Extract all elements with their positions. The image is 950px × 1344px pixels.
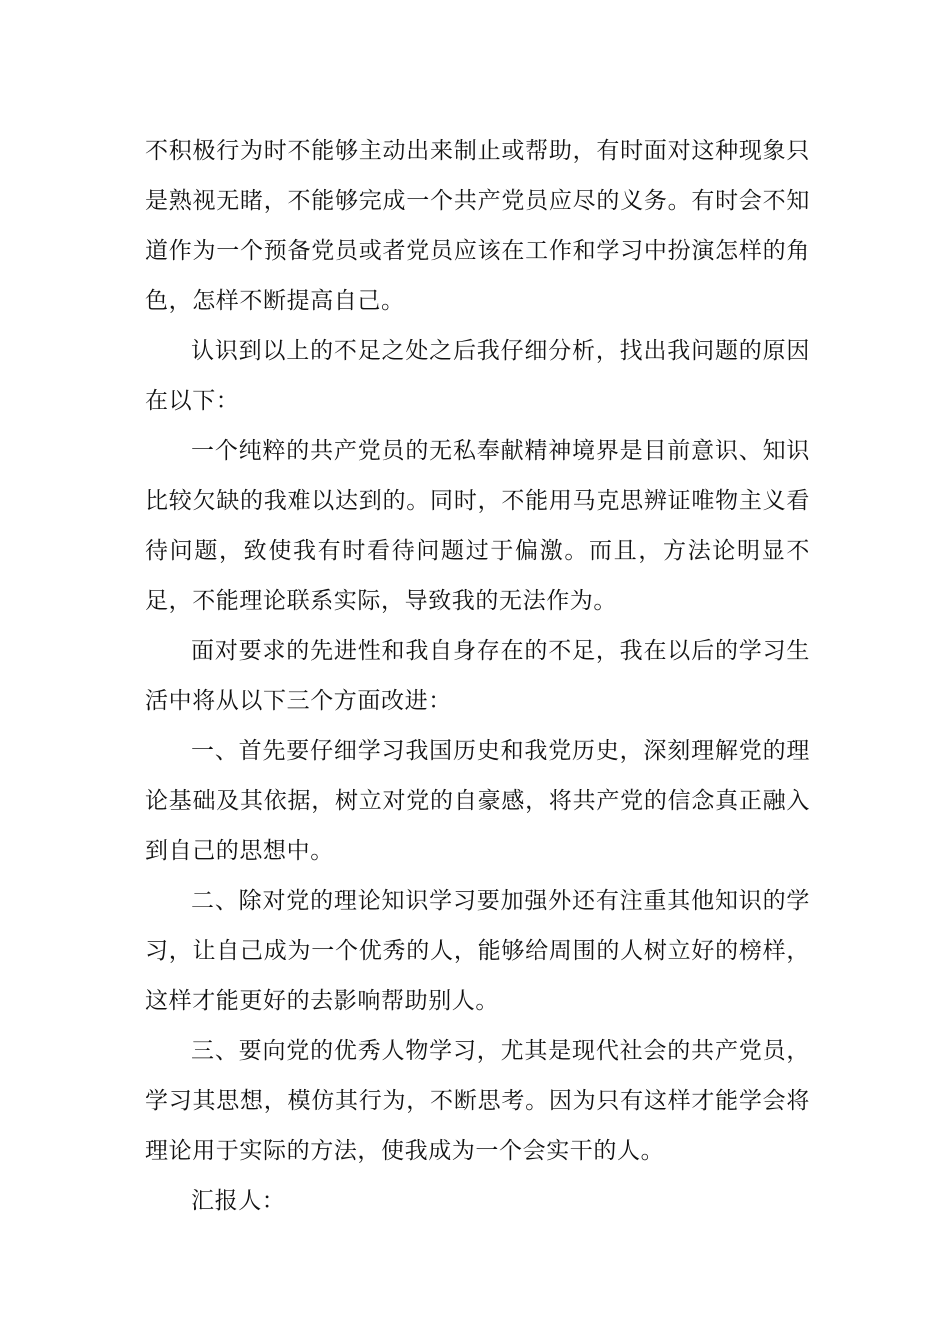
- paragraph-continued: 不积极行为时不能够主动出来制止或帮助，有时面对这种现象只是熟视无睹，不能够完成一个共产党员应尽的义务。有时会不知道作为一个预备党员或者党员应该在工作和学习中扮演怎样的角色，怎样不断提高自己。: [145, 138, 810, 314]
- paragraph-improvement-2: 二、除对党的理论知识学习要加强外还有注重其他知识的学习，让自己成为一个优秀的人，能够给周围的人树立好的榜样，这样才能更好的去影响帮助别人。: [145, 888, 810, 1014]
- paragraph-analysis-intro: 认识到以上的不足之处之后我仔细分析，找出我问题的原因在以下：: [145, 338, 810, 414]
- paragraph-analysis: 一个纯粹的共产党员的无私奉献精神境界是目前意识、知识比较欠缺的我难以达到的。同时，不能用马克思辨证唯物主义看待问题，致使我有时看待问题过于偏激。而且，方法论明显不足，不能理论联系实际，导致我的无法作为。: [145, 438, 810, 614]
- document-body: [145, 126, 810, 1226]
- reporter-signature-label: 汇报人：: [191, 1188, 286, 1214]
- paragraph-improvement-1: 一、首先要仔细学习我国历史和我党历史，深刻理解党的理论基础及其依据，树立对党的自豪感，将共产党的信念真正融入到自己的思想中。: [145, 738, 810, 864]
- paragraph-improvement-intro: 面对要求的先进性和我自身存在的不足，我在以后的学习生活中将从以下三个方面改进：: [145, 638, 810, 714]
- paragraph-improvement-3: 三、要向党的优秀人物学习，尤其是现代社会的共产党员，学习其思想，模仿其行为，不断思考。因为只有这样才能学会将理论用于实际的方法，使我成为一个会实干的人。: [145, 1038, 810, 1164]
